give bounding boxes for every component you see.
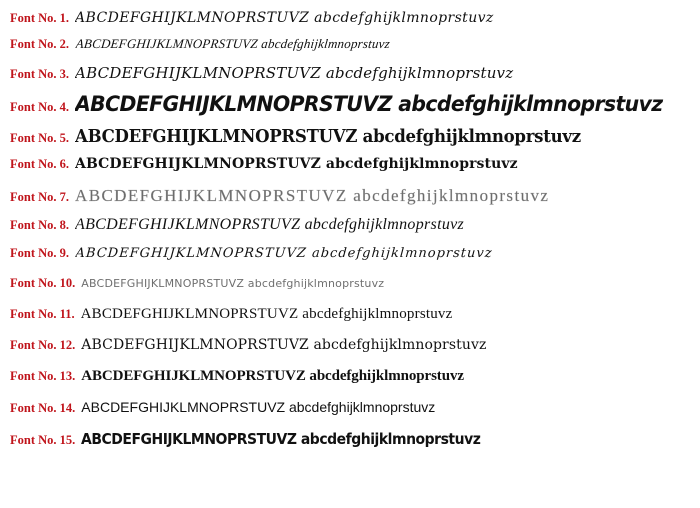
font-row: [0, 399, 700, 430]
font-row: [0, 306, 700, 337]
font-label: Font No. 14.: [10, 401, 76, 415]
font-label: Font No. 6.: [10, 157, 70, 171]
font-sample-text: ABCDEFGHIJKLMNOPRSTUVZ abcdefghijklmnoprstuvz: [80, 306, 453, 322]
font-row: [0, 246, 700, 276]
font-sample-text: ABCDEFGHIJKLMNOPRSTUVZ abcdefghijklmnoprstuvz: [81, 399, 436, 415]
font-label: Font No. 4.: [10, 100, 70, 114]
font-sample-text: ABCDEFGHIJKLMNOPRSTUVZ abcdefghijklmnoprstuvz: [75, 64, 514, 82]
font-label: Font No. 15.: [10, 433, 76, 447]
font-row: [0, 368, 700, 399]
font-label: Font No. 2.: [10, 37, 70, 51]
font-label: Font No. 1.: [10, 11, 70, 25]
font-sample-text: ABCDEFGHIJKLMNOPRSTUVZ abcdefghijklmnoprstuvz: [75, 216, 465, 233]
font-row: [0, 156, 700, 186]
font-row: [0, 126, 700, 156]
font-sample-text: ABCDEFGHIJKLMNOPRSTUVZ abcdefghijklmnoprstuvz: [81, 277, 385, 290]
font-sample-text: ABCDEFGHIJKLMNOPRSTUVZ abcdefghijklmnoprstuvz: [75, 246, 494, 261]
font-row: [0, 216, 700, 246]
font-row: [0, 64, 700, 92]
font-sample-text: ABCDEFGHIJKLMNOPRSTUVZ abcdefghijklmnoprstuvz: [75, 186, 550, 205]
font-sample-text: ABCDEFGHIJKLMNOPRSTUVZ abcdefghijklmnoprstuvz: [75, 156, 518, 172]
font-row: [0, 186, 700, 216]
font-row: [0, 337, 700, 368]
font-row: [0, 10, 700, 36]
font-label: Font No. 7.: [10, 190, 70, 204]
font-label: Font No. 13.: [10, 369, 76, 383]
font-label: Font No. 3.: [10, 67, 70, 81]
font-row: [0, 276, 700, 306]
font-label: Font No. 10.: [10, 276, 76, 290]
font-sample-text: ABCDEFGHIJKLMNOPRSTUVZ abcdefghijklmnoprstuvz: [75, 10, 494, 26]
font-label: Font No. 8.: [10, 218, 70, 232]
font-sample-text: ABCDEFGHIJKLMNOPRSTUVZ abcdefghijklmnoprstuvz: [75, 92, 663, 116]
font-sample-text: ABCDEFGHIJKLMNOPRSTUVZ abcdefghijklmnoprstuvz: [75, 36, 391, 51]
font-row: [0, 430, 700, 461]
font-label: Font No. 9.: [10, 246, 70, 260]
font-sample-text: ABCDEFGHIJKLMNOPRSTUVZ abcdefghijklmnoprstuvz: [75, 126, 581, 147]
font-row: [0, 92, 700, 126]
font-label: Font No. 11.: [10, 307, 75, 321]
font-label: Font No. 5.: [10, 131, 70, 145]
font-row: [0, 36, 700, 64]
font-sample-text: ABCDEFGHIJKLMNOPRSTUVZ abcdefghijklmnoprstuvz: [81, 337, 487, 353]
font-sample-text: ABCDEFGHIJKLMNOPRSTUVZ abcdefghijklmnoprstuvz: [81, 430, 481, 448]
font-sample-text: ABCDEFGHIJKLMNOPRSTUVZ abcdefghijklmnoprstuvz: [81, 368, 464, 384]
font-label: Font No. 12.: [10, 338, 76, 352]
